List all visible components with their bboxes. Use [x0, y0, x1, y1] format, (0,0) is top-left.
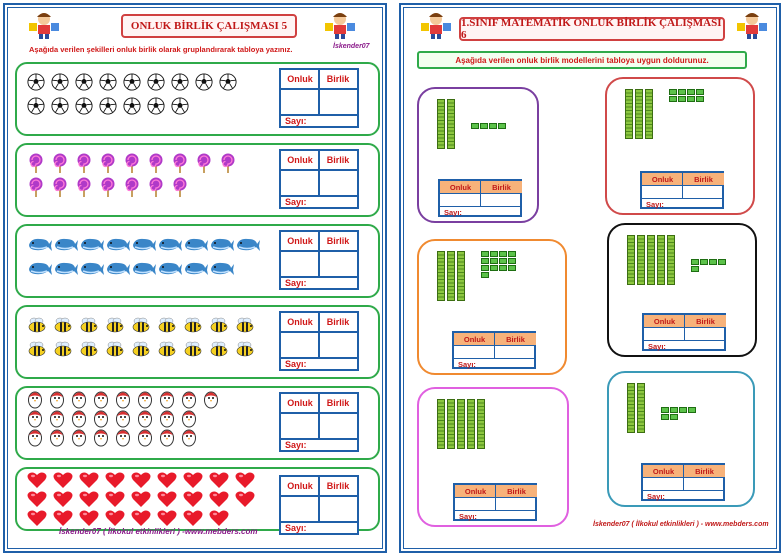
- one-unit: [489, 123, 497, 129]
- one-unit: [498, 123, 506, 129]
- soccer-ball-icon: [171, 97, 189, 120]
- lollipop-icon: [147, 153, 165, 178]
- column-divider: [318, 70, 320, 116]
- lollipop-icon: [123, 153, 141, 178]
- penguin-icon: [159, 427, 175, 452]
- penguin-icon: [115, 427, 131, 452]
- worksheet-left: [3, 3, 387, 553]
- one-unit: [490, 251, 498, 257]
- column-divider: [495, 485, 496, 511]
- soccer-ball-icon: [51, 73, 69, 96]
- ten-rod: [647, 235, 655, 285]
- ten-rod: [447, 251, 455, 301]
- instruction-box: [417, 51, 747, 69]
- ten-rod: [447, 99, 455, 149]
- lollipop-icon: [75, 177, 93, 202]
- ten-rod: [657, 235, 665, 285]
- ones-header: Birlik: [496, 485, 537, 498]
- whale-icon: [27, 236, 53, 257]
- exercise-row-5: [15, 386, 380, 460]
- whale-icon: [53, 236, 79, 257]
- one-unit: [670, 407, 678, 413]
- ones-header: Birlik: [319, 477, 357, 497]
- column-divider: [684, 315, 685, 341]
- answer-table: [453, 483, 537, 521]
- one-unit: [691, 266, 699, 272]
- lollipop-icon: [27, 153, 45, 178]
- whale-icon: [131, 236, 157, 257]
- instruction-text: Aşağıda verilen şekilleri onluk birlik olarak gruplandırarak tabloya yazınız.: [29, 45, 293, 54]
- number-label: Sayı:: [285, 116, 307, 126]
- bee-icon: [53, 341, 73, 362]
- column-divider: [494, 333, 495, 359]
- one-unit: [670, 414, 678, 420]
- ten-rod: [625, 89, 633, 139]
- whale-icon: [79, 260, 105, 281]
- ten-rod: [637, 235, 645, 285]
- whale-icon: [235, 236, 261, 257]
- bee-icon: [105, 317, 125, 338]
- whale-icon: [105, 236, 131, 257]
- whale-icon: [157, 236, 183, 257]
- lollipop-icon: [27, 177, 45, 202]
- ten-rod: [437, 399, 445, 449]
- lollipop-icon: [171, 177, 189, 202]
- soccer-ball-icon: [51, 97, 69, 120]
- row-divider: [642, 198, 722, 199]
- one-unit: [508, 258, 516, 264]
- tens-header: Onluk: [440, 181, 481, 194]
- kid-mascot-icon: [27, 11, 61, 39]
- exercise-row-6: [15, 467, 380, 531]
- one-unit: [678, 96, 686, 102]
- soccer-ball-icon: [75, 73, 93, 96]
- bee-icon: [105, 341, 125, 362]
- ten-rod: [635, 89, 643, 139]
- column-divider: [682, 173, 683, 199]
- whale-icon: [209, 260, 235, 281]
- objects-group: [27, 153, 267, 201]
- row-divider: [454, 358, 534, 359]
- one-unit: [661, 407, 669, 413]
- ones-header: Birlik: [319, 394, 357, 414]
- tens-header: Onluk: [455, 485, 496, 498]
- number-label: Sayı:: [285, 359, 307, 369]
- heart-icon: [27, 509, 47, 532]
- bee-icon: [157, 341, 177, 362]
- one-unit: [687, 96, 695, 102]
- row-divider: [644, 340, 724, 341]
- answer-table: [438, 179, 522, 217]
- lollipop-icon: [171, 153, 189, 178]
- whale-icon: [79, 236, 105, 257]
- tens-header: Onluk: [643, 465, 684, 478]
- soccer-ball-icon: [75, 97, 93, 120]
- whale-icon: [183, 236, 209, 257]
- penguin-icon: [137, 427, 153, 452]
- soccer-ball-icon: [99, 73, 117, 96]
- tens-header: Onluk: [281, 70, 319, 90]
- number-label: Sayı:: [285, 440, 307, 450]
- tens-header: Onluk: [281, 477, 319, 497]
- number-label: Sayı:: [459, 512, 477, 521]
- one-unit: [490, 265, 498, 271]
- soccer-ball-icon: [147, 73, 165, 96]
- column-divider: [318, 313, 320, 359]
- ones-header: Birlik: [495, 333, 536, 346]
- column-divider: [480, 181, 481, 207]
- model-box-3: [417, 239, 567, 375]
- answer-table: [641, 463, 725, 501]
- exercise-row-1: [15, 62, 380, 136]
- lollipop-icon: [123, 177, 141, 202]
- whale-icon: [131, 260, 157, 281]
- answer-table: [279, 149, 359, 209]
- ones-header: Birlik: [684, 465, 725, 478]
- number-label: Sayı:: [285, 278, 307, 288]
- kid-mascot-icon: [735, 11, 769, 39]
- column-divider: [318, 151, 320, 197]
- answer-table: [279, 392, 359, 452]
- penguin-icon: [71, 427, 87, 452]
- ten-rod: [447, 399, 455, 449]
- bee-icon: [183, 317, 203, 338]
- answer-table: [279, 475, 359, 535]
- soccer-ball-icon: [99, 97, 117, 120]
- whale-icon: [53, 260, 79, 281]
- soccer-ball-icon: [123, 73, 141, 96]
- whale-icon: [209, 236, 235, 257]
- bee-icon: [183, 341, 203, 362]
- one-unit: [688, 407, 696, 413]
- bee-icon: [27, 341, 47, 362]
- one-unit: [679, 407, 687, 413]
- one-unit: [661, 414, 669, 420]
- ten-rod: [667, 235, 675, 285]
- one-unit: [499, 265, 507, 271]
- soccer-ball-icon: [171, 73, 189, 96]
- lollipop-icon: [147, 177, 165, 202]
- tens-header: Onluk: [642, 173, 683, 186]
- bee-icon: [27, 317, 47, 338]
- heart-icon: [235, 490, 255, 513]
- one-unit: [490, 258, 498, 264]
- whale-icon: [157, 260, 183, 281]
- one-unit: [480, 123, 488, 129]
- column-divider: [683, 465, 684, 491]
- bee-icon: [79, 341, 99, 362]
- ones-header: Birlik: [683, 173, 724, 186]
- one-unit: [700, 259, 708, 265]
- ten-rod: [627, 383, 635, 433]
- tens-header: Onluk: [644, 315, 685, 328]
- model-box-2: [605, 77, 755, 215]
- objects-group: [27, 72, 267, 120]
- footer-text: İskender07 ( İlkokul etkinlikleri ) - www.mebders.com: [593, 521, 769, 528]
- lollipop-icon: [99, 177, 117, 202]
- soccer-ball-icon: [219, 73, 237, 96]
- number-label: Sayı:: [444, 208, 462, 217]
- one-unit: [669, 89, 677, 95]
- bee-icon: [53, 317, 73, 338]
- model-box-1: [417, 87, 539, 223]
- number-label: Sayı:: [458, 360, 476, 369]
- objects-group: [27, 473, 267, 530]
- page-title: ONLUK BİRLİK ÇALIŞMASI 5: [121, 14, 297, 38]
- row-divider: [440, 206, 520, 207]
- lollipop-icon: [195, 153, 213, 178]
- one-unit: [481, 258, 489, 264]
- kid-mascot-icon: [419, 11, 453, 39]
- lollipop-icon: [99, 153, 117, 178]
- answer-table: [642, 313, 726, 351]
- answer-table: [279, 311, 359, 371]
- one-unit: [481, 272, 489, 278]
- kid-mascot-icon: [323, 11, 357, 39]
- ten-rod: [645, 89, 653, 139]
- page-title: 1.SINIF MATEMATİK ONLUK BİRLİK ÇALIŞMASI 6: [459, 17, 725, 41]
- bee-icon: [79, 317, 99, 338]
- footer-text: İskender07 ( İlkokul etkinlikleri ) -www.mebders.com: [59, 527, 258, 536]
- tens-header: Onluk: [281, 394, 319, 414]
- exercise-row-2: [15, 143, 380, 217]
- ten-rod: [477, 399, 485, 449]
- ones-header: Birlik: [319, 313, 357, 333]
- one-unit: [678, 89, 686, 95]
- ten-rod: [437, 99, 445, 149]
- number-label: Sayı:: [285, 197, 307, 207]
- ten-rod: [457, 399, 465, 449]
- model-box-6: [607, 371, 755, 507]
- one-unit: [508, 265, 516, 271]
- answer-table: [640, 171, 724, 209]
- column-divider: [318, 232, 320, 278]
- one-unit: [691, 259, 699, 265]
- ones-header: Birlik: [685, 315, 726, 328]
- answer-table: [279, 230, 359, 290]
- tens-header: Onluk: [281, 313, 319, 333]
- ten-rod: [637, 383, 645, 433]
- row-divider: [643, 490, 723, 491]
- model-box-4: [607, 223, 757, 357]
- one-unit: [481, 251, 489, 257]
- lollipop-icon: [75, 153, 93, 178]
- answer-table: [279, 68, 359, 128]
- ten-rod: [457, 251, 465, 301]
- soccer-ball-icon: [147, 97, 165, 120]
- one-unit: [687, 89, 695, 95]
- lollipop-icon: [51, 153, 69, 178]
- ten-rod: [467, 399, 475, 449]
- number-label: Sayı:: [648, 342, 666, 351]
- lollipop-icon: [219, 153, 237, 178]
- one-unit: [718, 259, 726, 265]
- one-unit: [471, 123, 479, 129]
- penguin-icon: [181, 427, 197, 452]
- one-unit: [696, 89, 704, 95]
- tens-header: Onluk: [454, 333, 495, 346]
- one-unit: [499, 251, 507, 257]
- tens-header: Onluk: [281, 232, 319, 252]
- whale-icon: [183, 260, 209, 281]
- column-divider: [318, 477, 320, 523]
- ones-header: Birlik: [319, 70, 357, 90]
- number-label: Sayı:: [285, 523, 307, 533]
- one-unit: [499, 258, 507, 264]
- penguin-icon: [203, 389, 219, 414]
- lollipop-icon: [51, 177, 69, 202]
- soccer-ball-icon: [27, 97, 45, 120]
- one-unit: [669, 96, 677, 102]
- number-label: Sayı:: [646, 200, 664, 209]
- whale-icon: [27, 260, 53, 281]
- bee-icon: [131, 341, 151, 362]
- soccer-ball-icon: [123, 97, 141, 120]
- column-divider: [318, 394, 320, 440]
- penguin-icon: [27, 427, 43, 452]
- one-unit: [508, 251, 516, 257]
- ten-rod: [627, 235, 635, 285]
- tens-header: Onluk: [281, 151, 319, 171]
- soccer-ball-icon: [27, 73, 45, 96]
- bee-icon: [131, 317, 151, 338]
- penguin-icon: [93, 427, 109, 452]
- bee-icon: [209, 341, 229, 362]
- row-divider: [455, 510, 535, 511]
- ten-rod: [437, 251, 445, 301]
- objects-group: [27, 392, 267, 449]
- soccer-ball-icon: [195, 73, 213, 96]
- penguin-icon: [49, 427, 65, 452]
- one-unit: [481, 265, 489, 271]
- exercise-row-4: [15, 305, 380, 379]
- ones-header: Birlik: [319, 151, 357, 171]
- instruction-text: Aşağıda verilen onluk birlik modellerini tabloya uygun doldurunuz.: [455, 55, 709, 65]
- whale-icon: [105, 260, 131, 281]
- ones-header: Birlik: [481, 181, 522, 194]
- objects-group: [27, 315, 267, 363]
- one-unit: [709, 259, 717, 265]
- worksheet-right: [399, 3, 781, 553]
- answer-table: [452, 331, 536, 369]
- bee-icon: [209, 317, 229, 338]
- exercise-row-3: [15, 224, 380, 298]
- one-unit: [696, 96, 704, 102]
- ones-header: Birlik: [319, 232, 357, 252]
- model-box-5: [417, 387, 569, 527]
- signature: İskender07: [333, 43, 370, 50]
- bee-icon: [235, 341, 255, 362]
- number-label: Sayı:: [647, 492, 665, 501]
- bee-icon: [235, 317, 255, 338]
- objects-group: [27, 234, 267, 282]
- bee-icon: [157, 317, 177, 338]
